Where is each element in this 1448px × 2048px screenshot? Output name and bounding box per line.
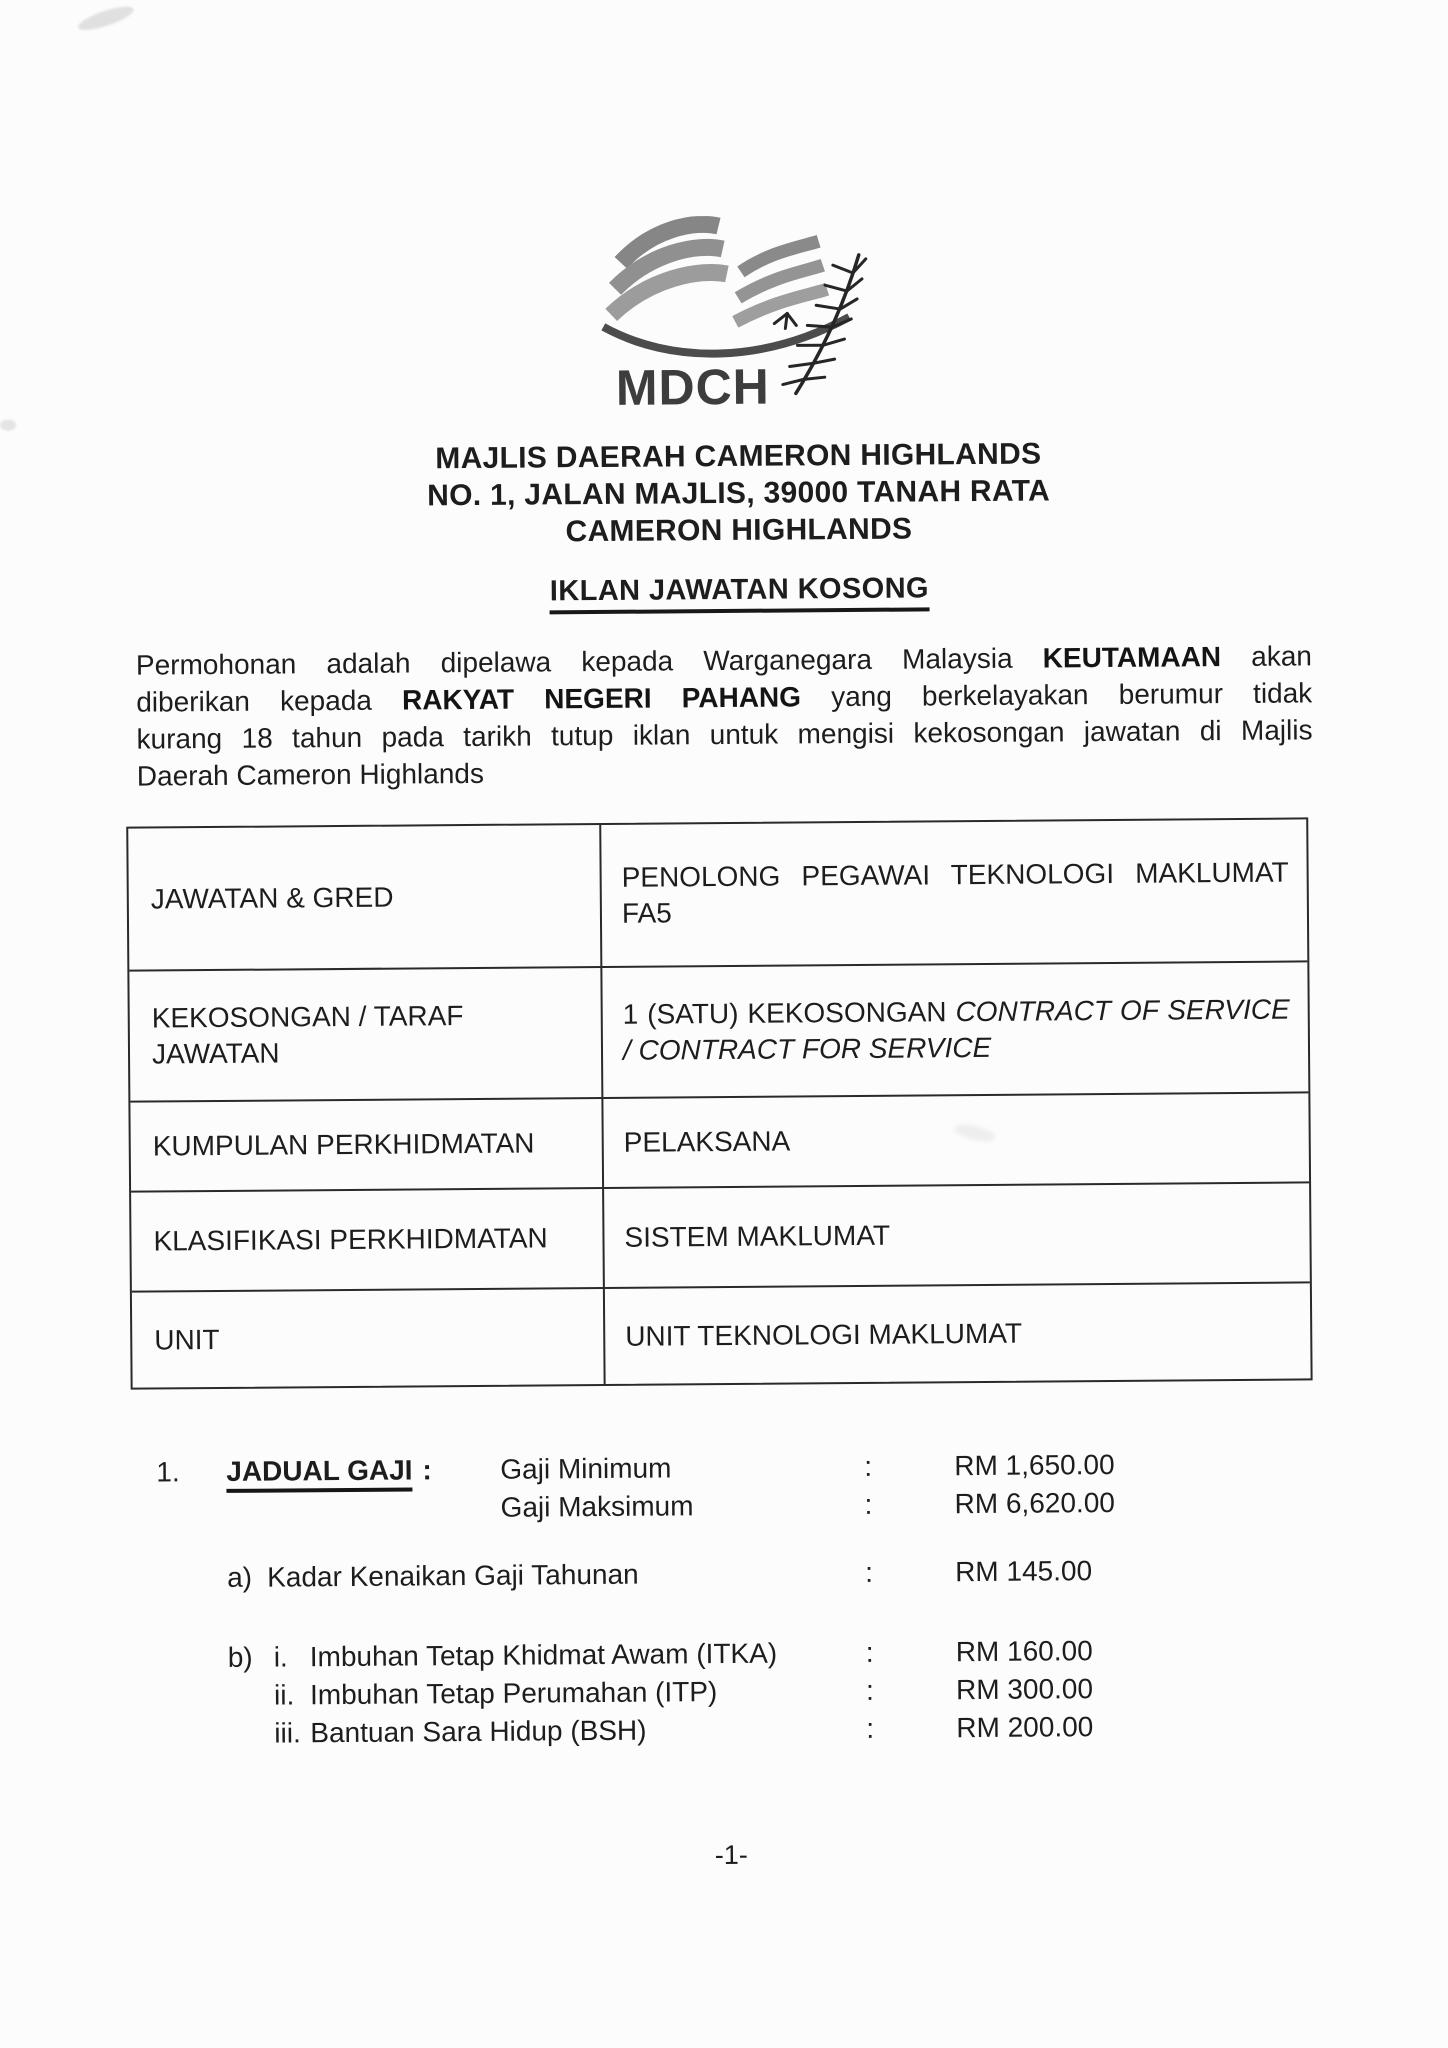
salary-value: RM 300.00 (955, 1673, 1094, 1706)
salary-label: Imbuhan Tetap Khidmat Awam (ITKA) (309, 1637, 778, 1673)
org-address: NO. 1, JALAN MAJLIS, 39000 TANAH RATA (427, 474, 1051, 513)
item-marker: b) (227, 1641, 253, 1673)
salary-value: RM 200.00 (956, 1711, 1094, 1744)
mdch-logo (590, 215, 872, 421)
row-label: JAWATAN & GRED (150, 881, 394, 915)
table-row-kekosongan (129, 960, 1308, 1100)
row-label-cell (131, 1189, 605, 1291)
table-row-jawatan-gred (128, 819, 1307, 969)
row-value-cell: PENOLONG PEGAWAI TEKNOLOGI MAKLUMAT FA5 (621, 856, 1289, 929)
row-label-cell (128, 825, 602, 970)
logo-waves (603, 223, 850, 354)
row-value-cell (605, 1283, 1311, 1384)
section-heading: JADUAL GAJI : (226, 1454, 432, 1488)
table-row-kumpulan (130, 1091, 1309, 1190)
intro-line: Permohonan adalah dipelawa kepada Warganegara Malaysia KEUTAMAAN akan (135, 640, 1313, 681)
salary-section (142, 1447, 1334, 1756)
item-marker: a) (227, 1561, 253, 1593)
item-roman: ii. (273, 1679, 295, 1711)
row-value: PELAKSANA (623, 1125, 791, 1158)
row-value-cell (603, 1093, 1309, 1187)
table-row-klasifikasi (131, 1181, 1310, 1290)
row-label-cell (132, 1289, 606, 1388)
row-value-cell (604, 1183, 1310, 1287)
intro-line: Daerah Cameron Highlands (136, 757, 485, 792)
document-title: IKLAN JAWATAN KOSONG (550, 572, 929, 614)
salary-value: RM 160.00 (955, 1635, 1093, 1668)
document-title-row (0, 568, 1446, 612)
salary-label: Imbuhan Tetap Perumahan (ITP) (309, 1676, 718, 1711)
table-row-unit (132, 1281, 1311, 1387)
colon: : (864, 1488, 873, 1520)
salary-value: RM 1,650.00 (954, 1448, 1115, 1482)
colon: : (865, 1674, 874, 1706)
salary-label: Gaji Minimum (500, 1452, 672, 1485)
logo-text: MDCH (615, 358, 771, 416)
page-number: -1- (714, 1839, 748, 1871)
details-table (126, 817, 1312, 1389)
colon: : (864, 1450, 873, 1482)
salary-label: Kadar Kenaikan Gaji Tahunan (267, 1558, 639, 1593)
salary-row-item-a (143, 1553, 1333, 1600)
salary-value: RM 145.00 (954, 1555, 1093, 1588)
intro-paragraph (136, 637, 1313, 794)
row-label: KLASIFIKASI PERKHIDMATAN (153, 1222, 548, 1257)
row-value-cell: 1 (SATU) KEKOSONGAN CONTRACT OF SERVICE / CONTRACT FOR SERVICE (622, 993, 1290, 1066)
item-roman: iii. (274, 1717, 301, 1749)
row-label-cell (130, 1099, 604, 1191)
org-city: CAMERON HIGHLANDS (565, 512, 913, 549)
salary-row (142, 1485, 1332, 1532)
row-value: UNIT TEKNOLOGI MAKLUMAT (625, 1317, 1023, 1352)
scan-smudge (0, 420, 16, 431)
intro-line: diberikan kepada RAKYAT NEGERI PAHANG yang berkelayakan berumur tidak (136, 677, 1313, 718)
salary-row-item-b3 (144, 1709, 1334, 1756)
org-name: MAJLIS DAERAH CAMERON HIGHLANDS (435, 437, 1042, 476)
row-label: UNIT (154, 1323, 220, 1355)
colon: : (866, 1712, 875, 1744)
row-value: SISTEM MAKLUMAT (624, 1219, 891, 1253)
intro-line: kurang 18 tahun pada tarikh tutup iklan untuk mengisi kekosongan jawatan di Majlis (136, 714, 1313, 755)
item-roman: i. (273, 1641, 288, 1673)
scan-smudge (76, 2, 136, 35)
row-label: KUMPULAN PERKHIDMATAN (152, 1127, 535, 1162)
colon: : (865, 1636, 874, 1668)
salary-value: RM 6,620.00 (954, 1486, 1116, 1520)
salary-label: Bantuan Sara Hidup (BSH) (310, 1714, 647, 1749)
section-number: 1. (156, 1456, 180, 1488)
letterhead (0, 432, 1445, 554)
colon: : (864, 1556, 874, 1588)
salary-label: Gaji Maksimum (500, 1490, 694, 1523)
row-label-cell: KEKOSONGAN / TARAF JAWATAN (129, 968, 603, 1101)
